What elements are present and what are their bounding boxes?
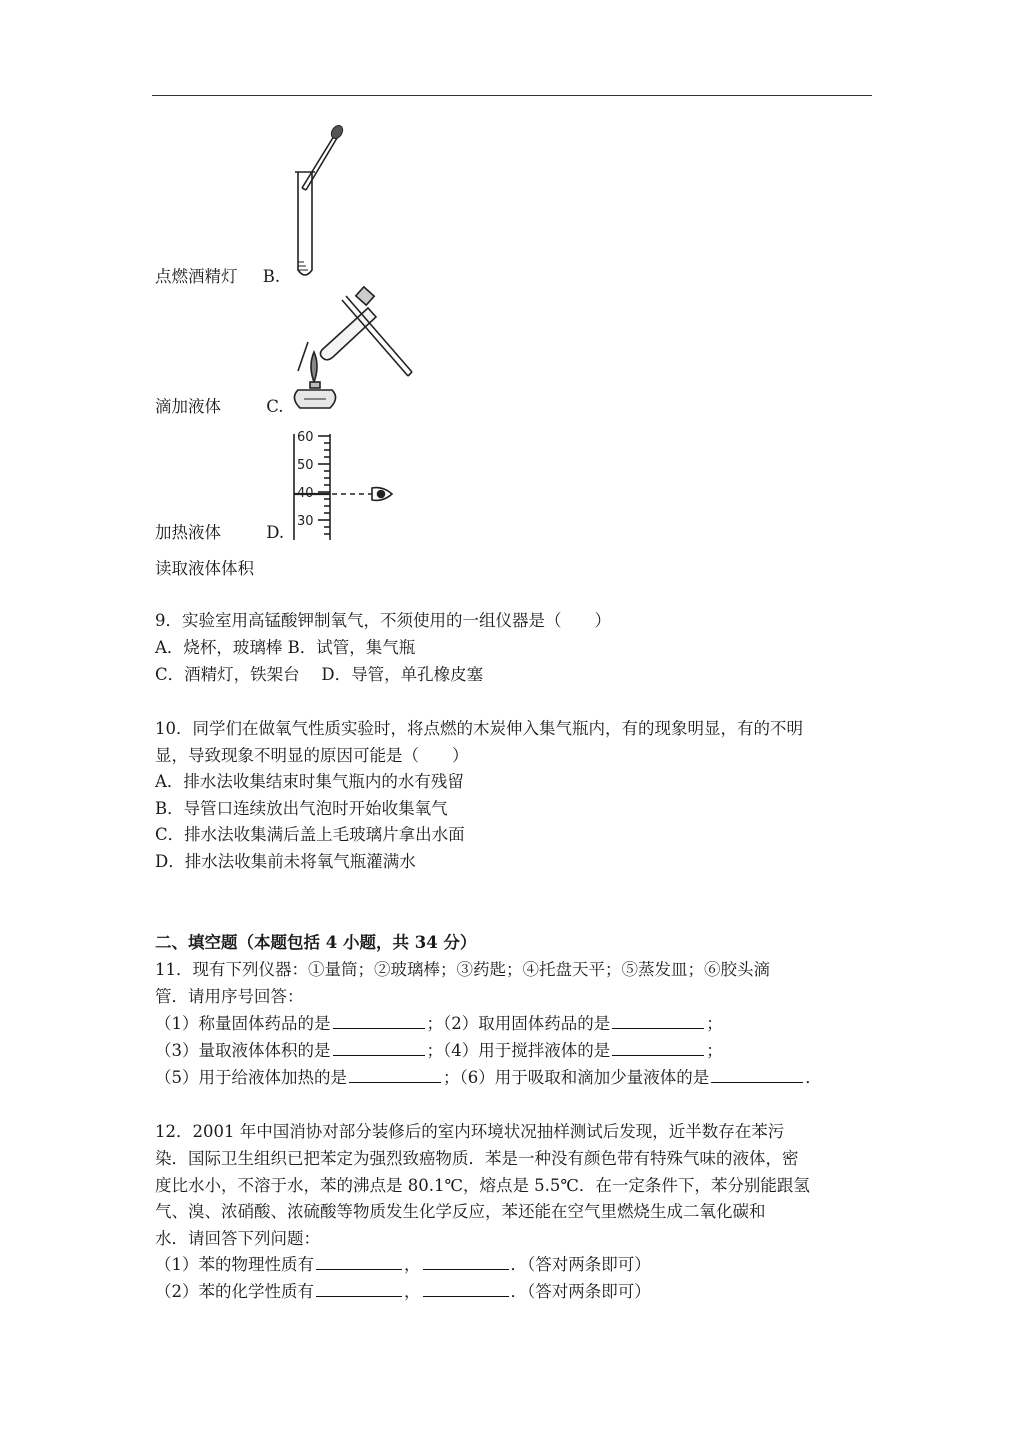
q10-option-c: C．排水法收集满后盖上毛玻璃片拿出水面 bbox=[155, 825, 465, 844]
q11-row-3 bbox=[155, 1067, 822, 1089]
tick-30: 30 bbox=[297, 514, 314, 529]
q12-line-2: 染．国际卫生组织已把苯定为强烈致癌物质．苯是一种没有颜色带有特殊气味的液体，密 bbox=[155, 1149, 799, 1168]
q11-part-5-label: （5）用于给液体加热的是 bbox=[155, 1068, 347, 1087]
cylinder-reading-figure bbox=[288, 428, 398, 540]
tick-40: 40 bbox=[297, 486, 314, 501]
q11-period: ． bbox=[805, 1068, 822, 1087]
q10-option-a: A．排水法收集结束时集气瓶内的水有残留 bbox=[155, 772, 464, 791]
q12-row-2 bbox=[155, 1281, 651, 1303]
q11-answer-blank-3[interactable] bbox=[333, 1041, 425, 1056]
q12-part-2-label: （2）苯的化学性质有 bbox=[155, 1282, 314, 1301]
q10-option-d: D．排水法收集前未将氧气瓶灌满水 bbox=[155, 852, 416, 871]
q8-option-d-text: 读取液体体积 bbox=[155, 559, 254, 578]
q11-semicolon: ； bbox=[706, 1014, 723, 1033]
q11-part-2-label: ；（2）取用固体药品的是 bbox=[426, 1014, 611, 1033]
q11-row-2 bbox=[155, 1040, 723, 1062]
q12-comma: ， bbox=[404, 1255, 421, 1274]
q12-line-3: 度比水小，不溶于水，苯的沸点是 80.1℃，熔点是 5.5℃．在一定条件下，苯分别能跟氢 bbox=[155, 1176, 810, 1195]
q11-part-6-label: ；（6）用于吸取和滴加少量液体的是 bbox=[443, 1068, 710, 1087]
q11-answer-blank-1[interactable] bbox=[333, 1014, 425, 1029]
q8-option-row-3 bbox=[155, 522, 284, 544]
q11-part-1-label: （1）称量固体药品的是 bbox=[155, 1014, 331, 1033]
q11-part-4-label: ；（4）用于搅拌液体的是 bbox=[426, 1041, 611, 1060]
q12-tail: ．（答对两条即可） bbox=[510, 1282, 651, 1301]
q11-answer-blank-5[interactable] bbox=[349, 1068, 441, 1083]
q9-stem: 9．实验室用高锰酸钾制氧气，不须使用的一组仪器是（ ） bbox=[155, 611, 611, 630]
q12-line-5: 水．请回答下列问题： bbox=[155, 1229, 320, 1248]
q8-option-b-text: 滴加液体 bbox=[155, 397, 221, 416]
q11-semicolon: ； bbox=[706, 1041, 723, 1060]
q12-tail: ．（答对两条即可） bbox=[510, 1255, 651, 1274]
q12-row-1 bbox=[155, 1254, 651, 1276]
q8-option-c-letter: C. bbox=[266, 397, 284, 416]
heating-test-tube-figure bbox=[290, 286, 416, 414]
header-rule bbox=[152, 95, 872, 96]
q11-row-1 bbox=[155, 1013, 723, 1035]
tick-60: 60 bbox=[297, 430, 314, 445]
q9-options-ab: A．烧杯，玻璃棒 B．试管，集气瓶 bbox=[155, 638, 416, 657]
q10-stem-line-1: 10．同学们在做氧气性质实验时，将点燃的木炭伸入集气瓶内，有的现象明显，有的不明 bbox=[155, 719, 803, 738]
q12-answer-blank-3[interactable] bbox=[316, 1282, 402, 1297]
q11-answer-blank-2[interactable] bbox=[612, 1014, 704, 1029]
dropper-test-tube-figure bbox=[286, 122, 350, 284]
q8-option-d-letter: D. bbox=[266, 523, 285, 542]
q11-part-3-label: （3）量取液体体积的是 bbox=[155, 1041, 331, 1060]
q11-stem-line-1: 11．现有下列仪器：①量筒；②玻璃棒；③药匙；④托盘天平；⑤蒸发皿；⑥胶头滴 bbox=[155, 960, 770, 979]
q12-answer-blank-1[interactable] bbox=[316, 1255, 402, 1270]
section-heading: 二、填空题（本题包括 4 小题，共 34 分） bbox=[155, 933, 477, 952]
q12-comma: ， bbox=[404, 1282, 421, 1301]
q8-option-row-2 bbox=[155, 396, 284, 418]
q12-line-1: 12．2001 年中国消协对部分装修后的室内环境状况抽样测试后发现，近半数存在苯污 bbox=[155, 1122, 785, 1141]
q12-answer-blank-4[interactable] bbox=[423, 1282, 509, 1297]
q11-stem-line-2: 管．请用序号回答： bbox=[155, 987, 304, 1006]
q10-option-b: B．导管口连续放出气泡时开始收集氧气 bbox=[155, 799, 448, 818]
q8-option-a-text: 点燃酒精灯 bbox=[155, 267, 238, 286]
q8-option-b-letter: B. bbox=[262, 267, 281, 286]
q12-line-4: 气、溴、浓硝酸、浓硫酸等物质发生化学反应，苯还能在空气里燃烧生成二氧化碳和 bbox=[155, 1202, 766, 1221]
q8-option-row-1 bbox=[155, 266, 280, 288]
q8-option-c-text: 加热液体 bbox=[155, 523, 221, 542]
q10-stem-line-2: 显，导致现象不明显的原因可能是（ ） bbox=[155, 746, 469, 765]
q12-part-1-label: （1）苯的物理性质有 bbox=[155, 1255, 314, 1274]
tick-50: 50 bbox=[297, 458, 314, 473]
q11-answer-blank-6[interactable] bbox=[711, 1068, 803, 1083]
q9-options-cd: C．酒精灯，铁架台 D．导管，单孔橡皮塞 bbox=[155, 665, 484, 684]
q12-answer-blank-2[interactable] bbox=[423, 1255, 509, 1270]
q11-answer-blank-4[interactable] bbox=[612, 1041, 704, 1056]
